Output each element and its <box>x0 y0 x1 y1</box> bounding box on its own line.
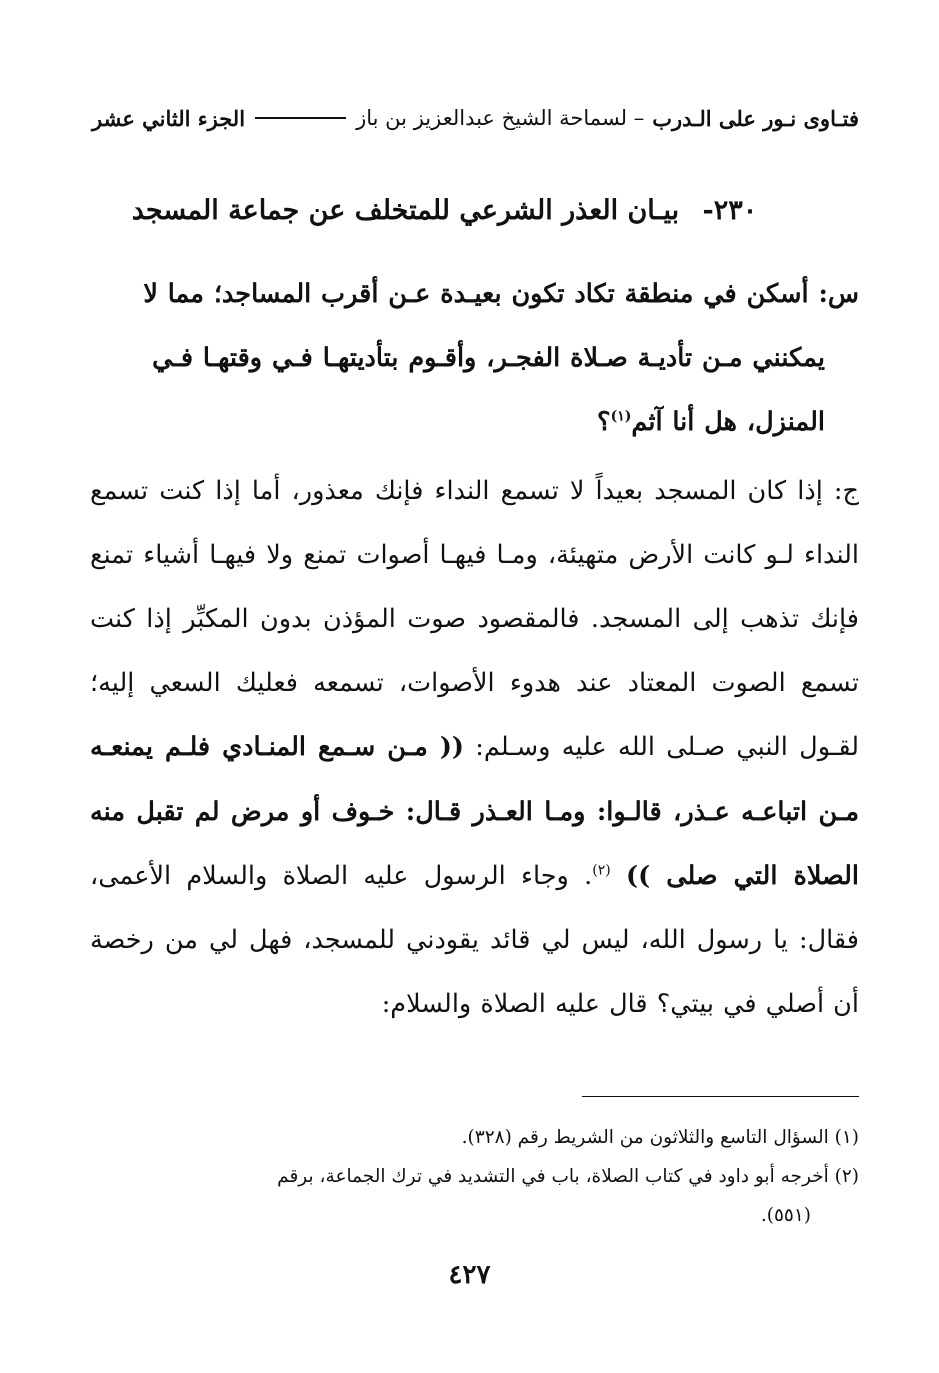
footnote-1: (١) السؤال التاسع والثلاثون من الشريط رقم (٣٢٨). <box>461 1127 859 1148</box>
page-number: ٤٢٧ <box>448 1260 491 1290</box>
answer-part-1: ج: إذا كان المسجد بعيداً لا تسمع النداء فإنك معذور، أما إذا كنت تسمع النداء لـو كانت الأرض متهيئة، ومـا فيهـا أصوات تمنع ولا فيهـا أشياء تمنع فإنك تذهب إلى المسجد. فالمقصود صوت المؤذن بدون المكبِّر إذا كنت تسمع الصوت المعتاد عند هدوء الأصوات، تسمعه فعليك السعي إليه؛ لقـول النبي صـلى الله عليه وسـلم: <box>90 475 860 763</box>
footnote-2-continuation: (٥٥١). <box>760 1205 811 1226</box>
section-heading <box>120 195 769 241</box>
header-rule <box>255 117 346 119</box>
header-book-title: فتـاوى نـور على الـدرب <box>652 105 859 131</box>
footnote-rule <box>582 1096 859 1097</box>
header-author: – لسماحة الشيخ عبدالعزيز بن باز <box>356 106 645 130</box>
footnote-ref-1: (١) <box>610 408 632 425</box>
section-number: ٢٣٠- <box>702 195 758 226</box>
question-line-2: يمكنني مـن تأديـة صـلاة الفجـر، وأقـوم بتأديتهـا فـي وقتهـا فـي <box>152 343 825 374</box>
answer-paragraph <box>90 459 859 1037</box>
answer-part-2: . وجاء الرسول عليه الصلاة والسلام الأعمى، فقال: يا رسول الله، ليس لي قائد يقودني للمسجد، فهل لي من رخصة أن أصلي في بيتي؟ قال عليه الصلاة والسلام: <box>90 860 859 1020</box>
footnote-2: (٢) أخرجه أبو داود في كتاب الصلاة، باب في التشديد في ترك الجماعة، برقم <box>277 1166 859 1187</box>
section-title: بيـان العذر الشرعي للمتخلف عن جماعة المسجد <box>131 195 680 226</box>
running-header <box>92 98 859 138</box>
footnote-ref-2: (٢) <box>592 862 611 879</box>
question-line-1: س: أسكن في منطقة تكاد تكون بعيـدة عـن أقرب المساجد؛ مما لا <box>143 279 859 309</box>
question-line-3-text: المنزل، هل أنا آثم <box>631 407 825 438</box>
question-line-3 <box>90 390 825 454</box>
header-volume: الجزء الثاني عشر <box>92 105 246 131</box>
hadith-quote: (( مـن سـمع المنـادي فلـم يمنعـه مـن اتباعـه عـذر، قالـوا: ومـا العـذر قـال: خـوف أو مرض لم تقبل منه الصلاة التي صلى )) <box>90 732 860 891</box>
question-mark: ؟ <box>597 407 611 438</box>
body-text <box>90 262 859 1036</box>
footnotes <box>80 1118 859 1235</box>
